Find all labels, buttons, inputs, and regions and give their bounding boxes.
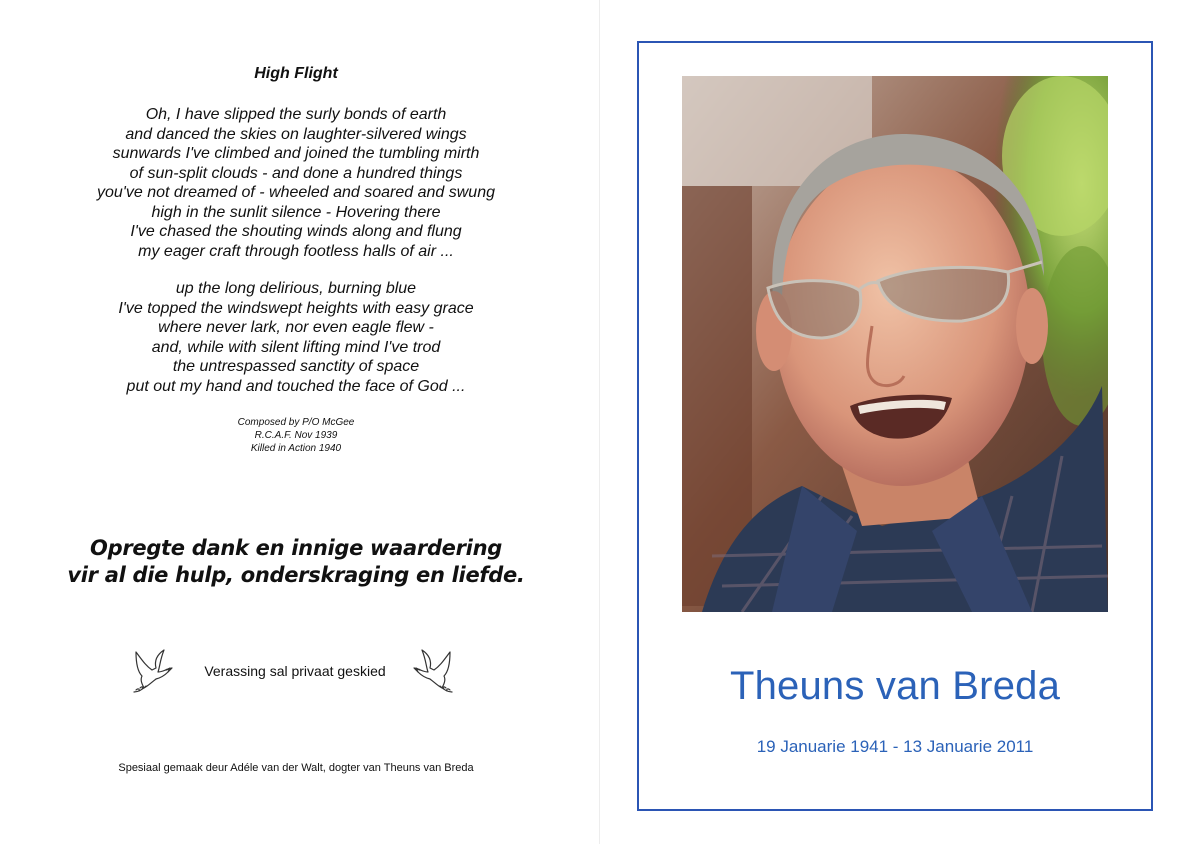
poem-line: you've not dreamed of - wheeled and soared and swung (97, 184, 495, 201)
poem-line: and danced the skies on laughter-silvered wings (125, 125, 467, 143)
poem-line: and, while with silent lifting mind I've trod (151, 338, 441, 356)
thanks-line: Opregte dank en innige waardering (90, 536, 502, 560)
deceased-name: Theuns van Breda (729, 664, 1061, 708)
poem-line: up the long delirious, burning blue (175, 280, 417, 297)
poem-line: I've topped the windswept heights with easy grace (118, 299, 474, 317)
portrait-illustration (682, 76, 1108, 612)
credit-line: Killed in Action 1940 (250, 443, 342, 454)
poem-line: put out my hand and touched the face of God ... (126, 377, 466, 395)
poem-line: I've chased the shouting winds along and flung (130, 223, 462, 240)
poem-line: my eager craft through footless halls of air ... (138, 242, 454, 260)
poem-line: high in the sunlit silence - Hovering there (151, 203, 441, 221)
portrait-photo (682, 76, 1108, 612)
right-page (600, 0, 1200, 844)
dove-icon (410, 646, 456, 696)
poem-credit (0, 416, 592, 455)
credit-line: Composed by P/O McGee (237, 417, 355, 428)
made-by-note: Spesiaal gemaak deur Adéle van der Walt, dogter van Theuns van Breda (118, 762, 474, 774)
poem-line: sunwards I've climbed and joined the tumbling mirth (112, 145, 480, 162)
credit-line: R.C.A.F. Nov 1939 (254, 430, 338, 441)
cremation-row (130, 646, 460, 698)
thanks-line: vir al die hulp, onderskraging en liefde. (67, 563, 525, 587)
thanks-message (0, 535, 592, 589)
poem-title: High Flight (254, 65, 338, 82)
poem-line: of sun-split clouds - and done a hundred things (129, 164, 463, 182)
poem-stanza-2 (0, 279, 592, 396)
poem-line: where never lark, nor even eagle flew - (158, 319, 434, 336)
life-dates: 19 Januarie 1941 - 13 Januarie 2011 (756, 737, 1034, 756)
poem-stanza-1 (0, 105, 592, 261)
cremation-note: Verassing sal privaat geskied (204, 663, 386, 679)
poem-line: the untrespassed sanctity of space (172, 358, 420, 375)
dove-icon (130, 646, 176, 696)
poem-line: Oh, I have slipped the surly bonds of earth (145, 106, 447, 123)
